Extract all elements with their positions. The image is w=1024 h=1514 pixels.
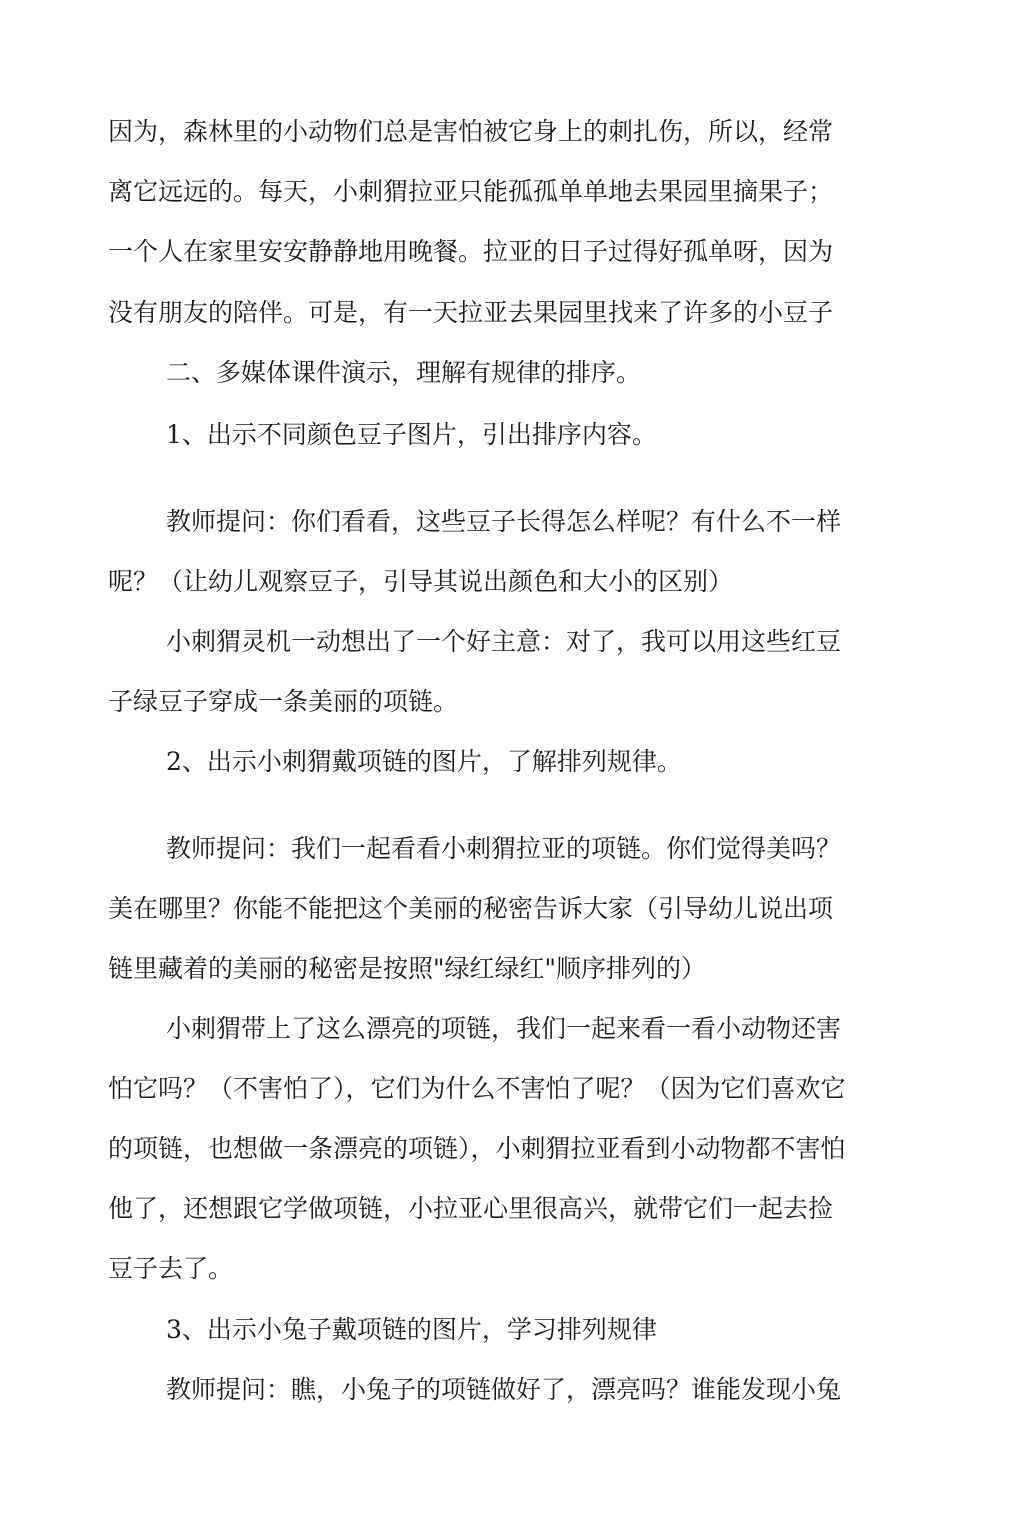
paragraph-line: 没有朋友的陪伴。可是，有一天拉亚去果园里找来了许多的小豆子 (108, 298, 834, 327)
subsection-heading: 1、出示不同颜色豆子图片，引出排序内容。 (166, 420, 657, 449)
paragraph-line: 教师提问：你们看看，这些豆子长得怎么样呢？有什么不一样 (166, 507, 842, 536)
paragraph-line: 教师提问：我们一起看看小刺猬拉亚的项链。你们觉得美吗？ (166, 834, 842, 863)
paragraph-line: 他了，还想跟它学做项链，小拉亚心里很高兴，就带它们一起去捡 (108, 1194, 834, 1223)
paragraph-line: 的项链，也想做一条漂亮的项链），小刺猬拉亚看到小动物都不害怕 (108, 1134, 846, 1163)
subsection-heading: 2、出示小刺猬戴项链的图片，了解排列规律。 (166, 747, 682, 776)
paragraph-line: 怕它吗？（不害怕了），它们为什么不害怕了呢？（因为它们喜欢它 (108, 1074, 846, 1103)
paragraph-line: 教师提问：瞧，小兔子的项链做好了，漂亮吗？谁能发现小兔 (166, 1375, 842, 1404)
paragraph-line: 因为，森林里的小动物们总是害怕被它身上的刺扎伤，所以，经常 (108, 117, 834, 146)
paragraph-line: 链里藏着的美丽的秘密是按照"绿红绿红"顺序排列的） (108, 954, 707, 983)
paragraph-line: 小刺猬灵机一动想出了一个好主意：对了，我可以用这些红豆 (166, 627, 842, 656)
paragraph-line: 离它远远的。每天，小刺猬拉亚只能孤孤单单地去果园里摘果子； (108, 177, 834, 206)
paragraph-line: 子绿豆子穿成一条美丽的项链。 (108, 687, 459, 716)
paragraph-line: 豆子去了。 (108, 1254, 234, 1283)
subsection-heading: 3、出示小兔子戴项链的图片，学习排列规律 (166, 1315, 657, 1344)
paragraph-line: 美在哪里？你能不能把这个美丽的秘密告诉大家（引导幼儿说出项 (108, 894, 834, 923)
paragraph-line: 小刺猬带上了这么漂亮的项链，我们一起来看一看小动物还害 (166, 1014, 842, 1043)
section-heading: 二、多媒体课件演示，理解有规律的排序。 (166, 358, 642, 387)
paragraph-line: 一个人在家里安安静静地用晚餐。拉亚的日子过得好孤单呀，因为 (108, 237, 834, 266)
paragraph-line: 呢？（让幼儿观察豆子，引导其说出颜色和大小的区别） (108, 567, 734, 596)
